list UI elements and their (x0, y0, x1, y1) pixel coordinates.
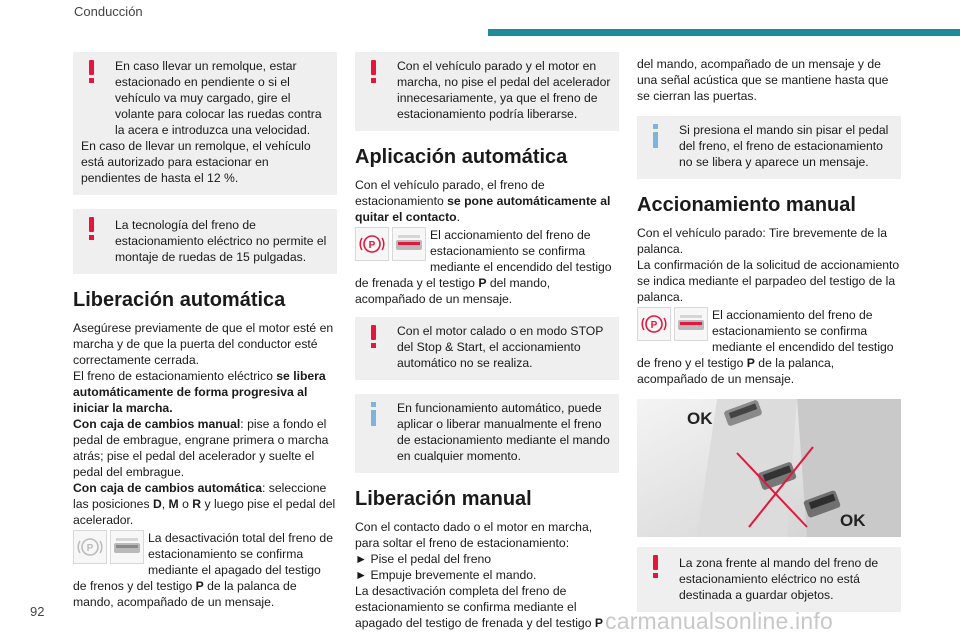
text: , (161, 497, 169, 511)
page-number: 92 (30, 604, 45, 619)
section-title: Liberación manual (355, 488, 532, 510)
text: . (456, 210, 460, 224)
indicator-icons (355, 227, 426, 261)
paragraph: Con el vehículo parado: Tire brevemente de la palanca. (637, 226, 887, 256)
section-title: Accionamiento manual (637, 194, 856, 216)
warning-text-1: En caso llevar un remolque, estar estacionado en pendiente o si el vehículo va muy cargado, gire el volante para colocar las ruedas contra la acera e introduzca una velocidad. (115, 59, 322, 137)
text: o (178, 497, 193, 511)
paragraph (73, 480, 337, 528)
header-title: Conducción (74, 4, 143, 19)
warning-box (637, 547, 901, 612)
indicator-letter: P (478, 276, 487, 290)
bold-text: Con caja de cambios automática (73, 481, 262, 495)
column-1 (73, 52, 337, 610)
gear-label: M (168, 497, 179, 511)
indicator-letter: P (195, 579, 204, 593)
warning-icon (368, 325, 380, 349)
section-title: Aplicación automática (355, 146, 568, 168)
indicator-row (355, 227, 619, 307)
watermark: carmanualsonline.info (605, 608, 833, 634)
indicator-text: El accionamiento del freno de estacionamiento se confirma mediante el encendido del testigo de frenada y el testigo (355, 228, 612, 290)
bold-text: Con caja de cambios manual (73, 417, 241, 431)
lever-indicator-icon (392, 227, 426, 261)
warning-box (355, 317, 619, 380)
info-icon (650, 124, 662, 148)
header-accent-bar (488, 29, 960, 36)
indicator-text: de la palanca, acompañado de un mensaje. (637, 356, 835, 386)
paragraph (355, 177, 619, 225)
lever-indicator-icon (110, 530, 144, 564)
lever-indicator-icon (674, 307, 708, 341)
warning-text: La zona frente al mando del freno de estacionamiento eléctrico no está destinada a guardar objetos. (679, 556, 879, 602)
indicator-text: La desactivación total del freno de estacionamiento se confirma mediante el apagado del testigo de frenos y del testigo (73, 531, 333, 593)
text: : pise a fondo el pedal de embrague, engrane primera o marcha atrás; pise el pedal del acelerador y suelte el pedal del embrague. (73, 417, 329, 479)
svg-text:P: P (368, 240, 376, 251)
warning-text: La tecnología del freno de estacionamiento eléctrico no permite el montaje de ruedas de 15 pulgadas. (115, 218, 327, 264)
text: : seleccione las posiciones (73, 481, 327, 511)
indicator-text: del mando, acompañado de un mensaje. (355, 276, 551, 306)
bullet-item: ► Pise el pedal del freno (355, 552, 492, 566)
bullet-item: ► Empuje brevemente el mando. (355, 568, 537, 582)
indicator-text: El accionamiento del freno de estacionamiento se confirma mediante el encendido del testigo de freno y el testigo (637, 308, 894, 370)
indicator-row (73, 530, 337, 610)
svg-text:P: P (86, 543, 94, 554)
svg-text:P: P (650, 320, 658, 331)
warning-box (73, 209, 337, 274)
info-icon (368, 402, 380, 426)
warning-text: Con el vehículo parado y el motor en marcha, no pise el pedal del acelerador innecesariamente, ya que el freno de estacionamiento podría liberarse. (397, 59, 611, 121)
indicator-icons (637, 307, 708, 341)
warning-icon (86, 217, 98, 241)
info-text: Si presiona el mando sin pisar el pedal del freno, el freno de estacionamiento no se libera y aparece un mensaje. (679, 123, 889, 169)
ok-label-top: OK (687, 409, 713, 428)
indicator-letter: P (594, 616, 604, 630)
indicator-letter: P (746, 356, 755, 370)
indicator-text: de la palanca de mando, acompañado de un mensaje. (73, 579, 297, 609)
warning-icon (650, 555, 662, 579)
warning-text: Con el motor calado o en modo STOP del Stop & Start, el accionamiento automático no se realiza. (397, 324, 604, 370)
indicator-row (637, 307, 901, 387)
parking-brake-off-icon (73, 530, 107, 564)
warning-text-2: En caso de llevar un remolque, el vehículo está autorizado para estacionar en pendientes de hasta el 12 %. (81, 139, 311, 185)
column-2 (355, 52, 619, 631)
paragraph: del mando, acompañado de un mensaje y de una señal acústica que se mantiene hasta que se cierran las puertas. (637, 57, 889, 103)
gear-label: D (152, 497, 162, 511)
console-photo (637, 399, 901, 537)
warning-box (73, 52, 337, 195)
bold-text: se pone automáticamente al quitar el contacto (355, 194, 611, 224)
text: La desactivación completa del freno de estacionamiento se confirma mediante el apagado del testigo de frenada y del testigo (355, 584, 595, 630)
bold-text: se libera automáticamente de forma progresiva al iniciar la marcha. (73, 369, 326, 415)
indicator-icons (73, 530, 144, 564)
parking-brake-on-icon (355, 227, 389, 261)
paragraph (73, 368, 337, 416)
section-title: Liberación automática (73, 289, 286, 311)
info-text: En funcionamiento automático, puede aplicar o liberar manualmente el freno de estacionamiento mediante el mando en cualquier momento. (397, 401, 610, 463)
parking-brake-on-icon (637, 307, 671, 341)
column-3 (637, 52, 901, 626)
gear-label: R (192, 497, 202, 511)
ok-label-bottom: OK (840, 511, 866, 530)
warning-text (81, 58, 329, 138)
info-box (637, 116, 901, 179)
paragraph: La confirmación de la solicitud de accionamiento se indica mediante el parpadeo del testigo de la palanca. (637, 258, 900, 304)
paragraph (73, 416, 337, 480)
paragraph: Asegúrese previamente de que el motor esté en marcha y de que la puerta del conductor esté correctamente cerrada. (73, 321, 334, 367)
warning-box (355, 52, 619, 131)
text: Con el vehículo parado, el freno de estacionamiento (355, 178, 545, 208)
warning-icon (368, 60, 380, 84)
text: El freno de estacionamiento eléctrico (73, 369, 277, 383)
paragraph (355, 583, 619, 631)
info-box (355, 394, 619, 473)
paragraph: Con el contacto dado o el motor en marcha, para soltar el freno de estacionamiento: (355, 520, 593, 550)
text: y luego pise el pedal del acelerador. (73, 497, 336, 527)
warning-icon (86, 60, 98, 84)
